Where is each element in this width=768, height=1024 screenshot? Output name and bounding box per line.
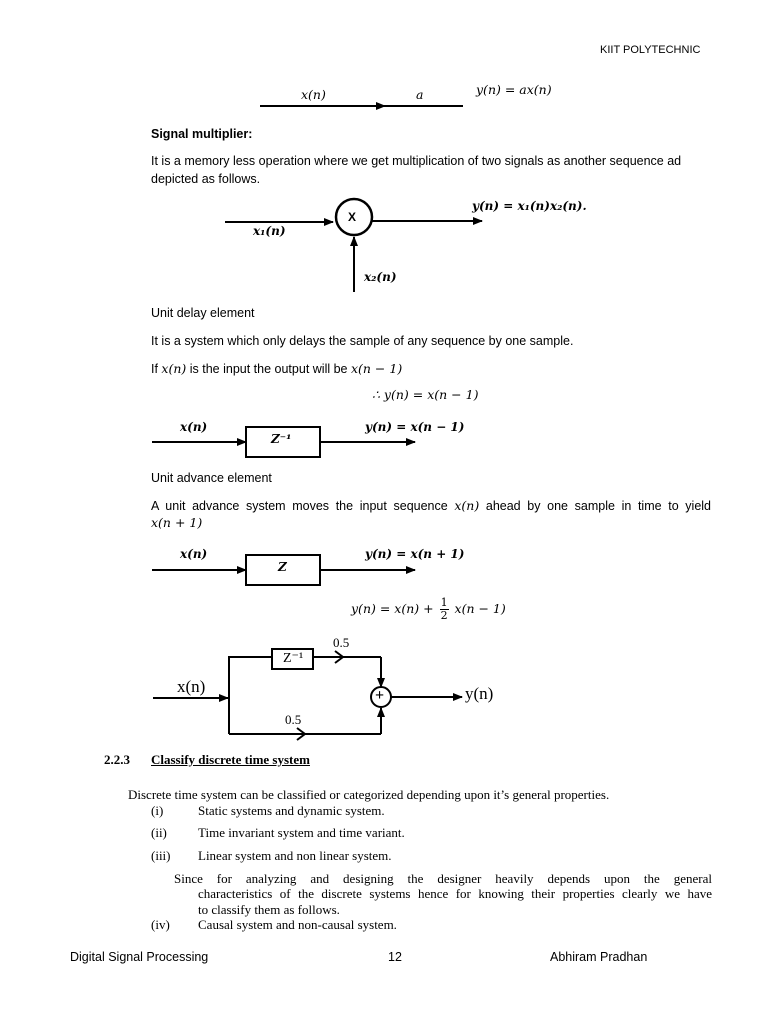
equation-right: x(n − 1) [450,601,506,616]
equation-fraction [440,597,449,622]
section-number: 2.2.3 [104,752,130,767]
multiplier-symbol: X [348,210,357,224]
unit-delay-input-label: x(n) [180,420,208,434]
unit-advance-description-line2: x(n + 1) [151,515,203,530]
if-mid: is the input the output will be [186,362,351,376]
unit-delay-description: It is a system which only delays the sample of any sequence by one sample. [151,334,574,348]
multiplier-heading: Signal multiplier: [151,127,253,141]
example-upper-gain: 0.5 [333,635,350,650]
example-delay-label: Z⁻¹ [283,651,304,666]
note-line-1: Since for analyzing and designing the designer heavily depends upon the general [174,871,712,886]
equation-left: y(n) = x(n) + [351,601,438,616]
note-line-3: to classify them as follows. [198,902,340,917]
section-title: Classify discrete time system [151,752,310,767]
unit-advance-block-label: Z [278,560,287,574]
if-out: x(n − 1) [350,361,403,376]
section-intro: Discrete time system can be classified or categorized depending upon it’s general properties. [128,787,610,802]
unit-advance-input-label: x(n) [180,547,208,561]
list-item-num: (ii) [151,825,167,840]
if-prefix: If [151,362,162,376]
list-item-num: (iv) [151,917,170,932]
list-item-text: Linear system and non linear system. [198,848,392,863]
unit-delay-therefore: ∴ y(n) = x(n − 1) [372,387,479,402]
fraction-denominator: 2 [440,609,448,622]
unit-advance-heading: Unit advance element [151,471,272,485]
multiplier-output-label: y(n) = x₁(n)x₂(n). [472,199,587,213]
example-equation [351,597,506,622]
advance-desc-prefix: A unit advance system moves the input sequence [151,499,455,513]
adder-symbol: + [375,687,385,704]
scaler-input-label: x(n) [301,87,326,102]
example-output-label: y(n) [465,684,494,703]
unit-delay-if-line [151,361,402,376]
note-line-2: characteristics of the discrete systems hence for knowing their properties clearly we have [198,886,712,901]
advance-desc-suffix: ahead by one sample in time to yield [479,499,711,513]
list-item-num: (iii) [151,848,171,863]
multiplier-description: It is a memory less operation where we get multiplication of two signals as another sequence ad depicted as follows. [151,154,682,186]
scaler-gain-label: a [416,87,424,102]
example-lower-gain: 0.5 [285,712,302,727]
unit-delay-heading: Unit delay element [151,306,255,320]
if-var: x(n) [161,361,187,376]
footer-right: Abhiram Pradhan [550,950,648,964]
list-item-text: Static systems and dynamic system. [198,803,385,818]
unit-delay-block-label: Z⁻¹ [271,432,292,446]
page-header: KIIT POLYTECHNIC [600,44,701,56]
list-item-text: Time invariant system and time variant. [198,825,405,840]
multiplier-input2-label: x₂(n) [364,270,397,284]
list-item-num: (i) [151,803,164,818]
unit-delay-output-label: y(n) = x(n − 1) [365,420,465,434]
advance-desc-var: x(n) [454,498,480,513]
multiplier-input1-label: x₁(n) [253,224,286,238]
scaler-output-label: y(n) = ax(n) [476,82,552,97]
fraction-numerator: 1 [440,596,448,609]
unit-advance-description-line1 [151,497,711,515]
list-item-text: Causal system and non-causal system. [198,917,397,932]
unit-advance-output-label: y(n) = x(n + 1) [365,547,465,561]
page-number: 12 [388,950,402,964]
footer-left: Digital Signal Processing [70,950,209,964]
example-input-label: x(n) [177,677,206,696]
